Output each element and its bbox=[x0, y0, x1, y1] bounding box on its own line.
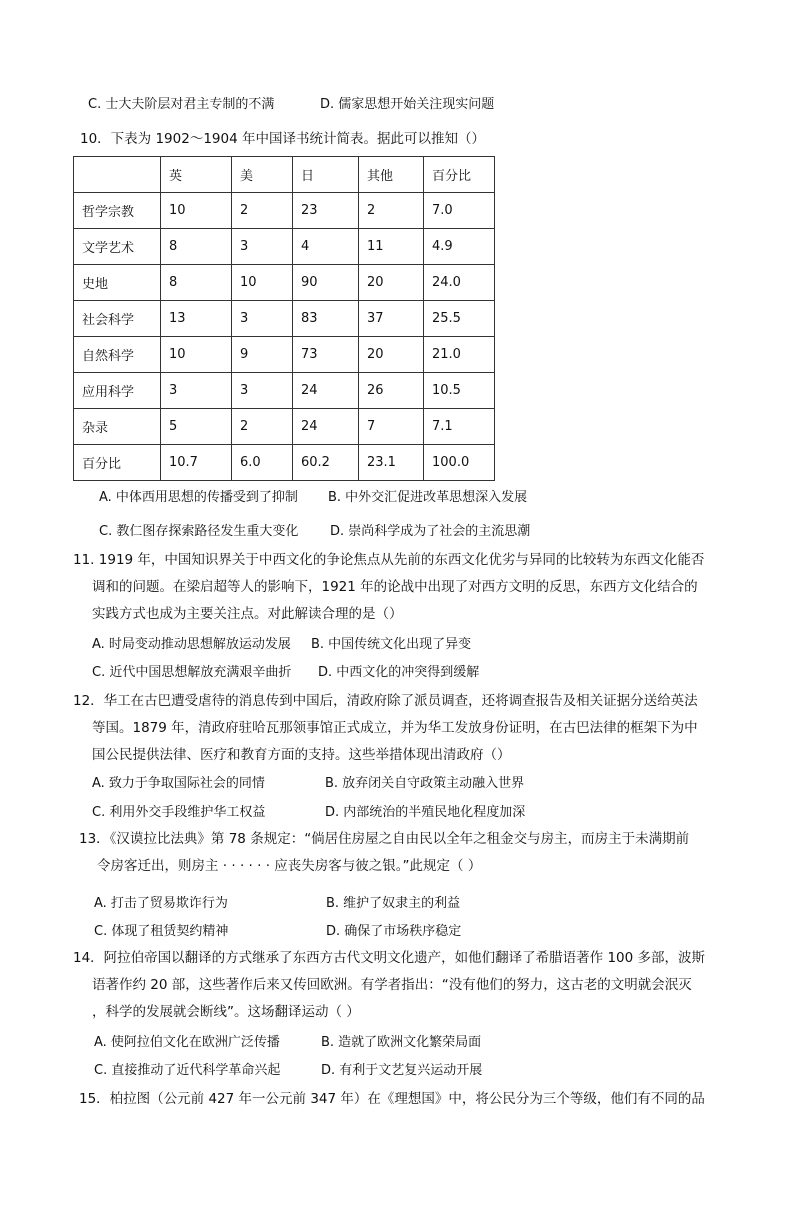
q10-option-c: C. 教仁图存探索路径发生重大变化 bbox=[99, 524, 299, 539]
table-row bbox=[74, 193, 495, 229]
table-cell: 8 bbox=[161, 229, 232, 265]
q12-option-d: D. 内部统治的半殖民地化程度加深 bbox=[325, 805, 526, 820]
table-cell: 23 bbox=[293, 193, 359, 229]
q10-stem: 10．下表为 1902～1904 年中国译书统计简表。据此可以推知（） bbox=[80, 131, 485, 147]
table-cell: 20 bbox=[359, 265, 424, 301]
q12-line-2: 等国。1879 年，清政府驻哈瓦那领事馆正式成立，并为华工发放身份证明，在古巴法律的框架下为中 bbox=[92, 720, 698, 736]
q10-option-d: D. 崇尚科学成为了社会的主流思潮 bbox=[330, 524, 531, 539]
table-cell: 20 bbox=[359, 337, 424, 373]
q11-option-a: A. 时局变动推动思想解放运动发展 bbox=[92, 637, 291, 652]
table-header-cell: 其他 bbox=[359, 157, 424, 193]
table-cell: 3 bbox=[161, 373, 232, 409]
table-cell: 13 bbox=[161, 301, 232, 337]
q11-option-b: B. 中国传统文化出现了异变 bbox=[311, 637, 472, 652]
table-row-label: 百分比 bbox=[74, 445, 161, 481]
table-cell: 23.1 bbox=[359, 445, 424, 481]
q13-option-c: C. 体现了租赁契约精神 bbox=[94, 924, 229, 939]
translation-stats-table bbox=[73, 156, 495, 481]
q10-option-a: A. 中体西用思想的传播受到了抑制 bbox=[99, 490, 298, 505]
q14-option-c: C. 直接推动了近代科学革命兴起 bbox=[94, 1063, 281, 1078]
table-cell: 11 bbox=[359, 229, 424, 265]
table-row-label: 杂录 bbox=[74, 409, 161, 445]
table-cell: 24 bbox=[293, 373, 359, 409]
q9-option-d: D. 儒家思想开始关注现实问题 bbox=[320, 97, 495, 112]
q13-option-b: B. 维护了奴隶主的利益 bbox=[326, 896, 461, 911]
table-cell: 21.0 bbox=[424, 337, 495, 373]
table-cell: 100.0 bbox=[424, 445, 495, 481]
table-cell: 3 bbox=[232, 301, 293, 337]
q12-option-a: A. 致力于争取国际社会的同情 bbox=[92, 776, 265, 791]
q14-option-a: A. 使阿拉伯文化在欧洲广泛传播 bbox=[94, 1035, 280, 1050]
q14-line-3: ，科学的发展就会断线”。这场翻译运动（ ） bbox=[92, 1004, 360, 1020]
table-cell: 10 bbox=[161, 193, 232, 229]
table-row-label: 哲学宗教 bbox=[74, 193, 161, 229]
q11-option-d: D. 中西文化的冲突得到缓解 bbox=[318, 665, 480, 680]
q14-option-d: D. 有利于文艺复兴运动开展 bbox=[321, 1063, 483, 1078]
table-row bbox=[74, 301, 495, 337]
table-cell: 7 bbox=[359, 409, 424, 445]
q11-line-2: 调和的问题。在梁启超等人的影响下，1921 年的论战中出现了对西方文明的反思，东西方文化结合的 bbox=[92, 579, 698, 595]
q14-line-2: 语著作约 20 部，这些著作后来又传回欧洲。有学者指出：“没有他们的努力，这古老的文明就会泯灭 bbox=[92, 977, 692, 993]
table-row bbox=[74, 229, 495, 265]
q11-line-3: 实践方式也成为主要关注点。对此解读合理的是（） bbox=[92, 606, 403, 622]
table-cell: 24.0 bbox=[424, 265, 495, 301]
table-cell: 4 bbox=[293, 229, 359, 265]
table-cell: 10.7 bbox=[161, 445, 232, 481]
table-cell: 3 bbox=[232, 373, 293, 409]
q13-option-a: A. 打击了贸易欺诈行为 bbox=[94, 896, 228, 911]
q12-line-3: 国公民提供法律、医疗和教育方面的支持。这些举措体现出清政府（） bbox=[92, 747, 511, 763]
q13-option-d: D. 确保了市场秩序稳定 bbox=[326, 924, 462, 939]
table-row bbox=[74, 265, 495, 301]
table-cell: 4.9 bbox=[424, 229, 495, 265]
table-cell: 37 bbox=[359, 301, 424, 337]
table-cell: 60.2 bbox=[293, 445, 359, 481]
table-cell: 2 bbox=[359, 193, 424, 229]
q13-line-2: 令房客迁出，则房主 · · · · · · 应丧失房客与彼之银。”此规定（ ） bbox=[97, 858, 482, 874]
table-row-label: 史地 bbox=[74, 265, 161, 301]
table-header-cell: 百分比 bbox=[424, 157, 495, 193]
table-cell: 7.1 bbox=[424, 409, 495, 445]
table-cell: 7.0 bbox=[424, 193, 495, 229]
table-cell: 25.5 bbox=[424, 301, 495, 337]
table-cell: 83 bbox=[293, 301, 359, 337]
table-cell: 9 bbox=[232, 337, 293, 373]
table-cell: 24 bbox=[293, 409, 359, 445]
table-cell: 3 bbox=[232, 229, 293, 265]
table-cell: 10 bbox=[232, 265, 293, 301]
q12-line-1: 12．华工在古巴遭受虐待的消息传到中国后，清政府除了派员调查，还将调查报告及相关证据分送给英法 bbox=[73, 693, 698, 709]
q11-line-1: 11. 1919 年，中国知识界关于中西文化的争论焦点从先前的东西文化优劣与异同的比较转为东西文化能否 bbox=[73, 552, 705, 568]
q13-line-1: 13．《汉谟拉比法典》第 78 条规定：“倘居住房屋之自由民以全年之租金交与房主，而房主于未满期前 bbox=[79, 831, 690, 847]
table-header-cell: 美 bbox=[232, 157, 293, 193]
table-cell: 90 bbox=[293, 265, 359, 301]
table-row bbox=[74, 337, 495, 373]
table-row bbox=[74, 409, 495, 445]
table-cell: 8 bbox=[161, 265, 232, 301]
q12-option-b: B. 放弃闭关自守政策主动融入世界 bbox=[325, 776, 525, 791]
table-cell: 10.5 bbox=[424, 373, 495, 409]
table-row bbox=[74, 373, 495, 409]
table-header-row bbox=[74, 157, 495, 193]
table-cell: 2 bbox=[232, 193, 293, 229]
table-cell: 26 bbox=[359, 373, 424, 409]
q10-option-b: B. 中外交汇促进改革思想深入发展 bbox=[328, 490, 528, 505]
table-row-label: 自然科学 bbox=[74, 337, 161, 373]
q14-line-1: 14．阿拉伯帝国以翻译的方式继承了东西方古代文明文化遗产，如他们翻译了希腊语著作 100 多部，波斯 bbox=[73, 950, 706, 966]
table-row-label: 应用科学 bbox=[74, 373, 161, 409]
table-header-cell bbox=[74, 157, 161, 193]
table-cell: 5 bbox=[161, 409, 232, 445]
table-cell: 6.0 bbox=[232, 445, 293, 481]
table-header-cell: 日 bbox=[293, 157, 359, 193]
q14-option-b: B. 造就了欧洲文化繁荣局面 bbox=[321, 1035, 482, 1050]
table-cell: 2 bbox=[232, 409, 293, 445]
table-cell: 10 bbox=[161, 337, 232, 373]
q11-option-c: C. 近代中国思想解放充满艰辛曲折 bbox=[92, 665, 292, 680]
table-header-cell: 英 bbox=[161, 157, 232, 193]
q15-line-1: 15．柏拉图（公元前 427 年一公元前 347 年）在《理想国》中，将公民分为三个等级，他们有不同的品 bbox=[79, 1091, 705, 1107]
table-row-label: 文学艺术 bbox=[74, 229, 161, 265]
q9-option-c: C. 士大夫阶层对君主专制的不满 bbox=[88, 97, 275, 112]
table-cell: 73 bbox=[293, 337, 359, 373]
q12-option-c: C. 利用外交手段维护华工权益 bbox=[92, 805, 266, 820]
table-row bbox=[74, 445, 495, 481]
table-row-label: 社会科学 bbox=[74, 301, 161, 337]
